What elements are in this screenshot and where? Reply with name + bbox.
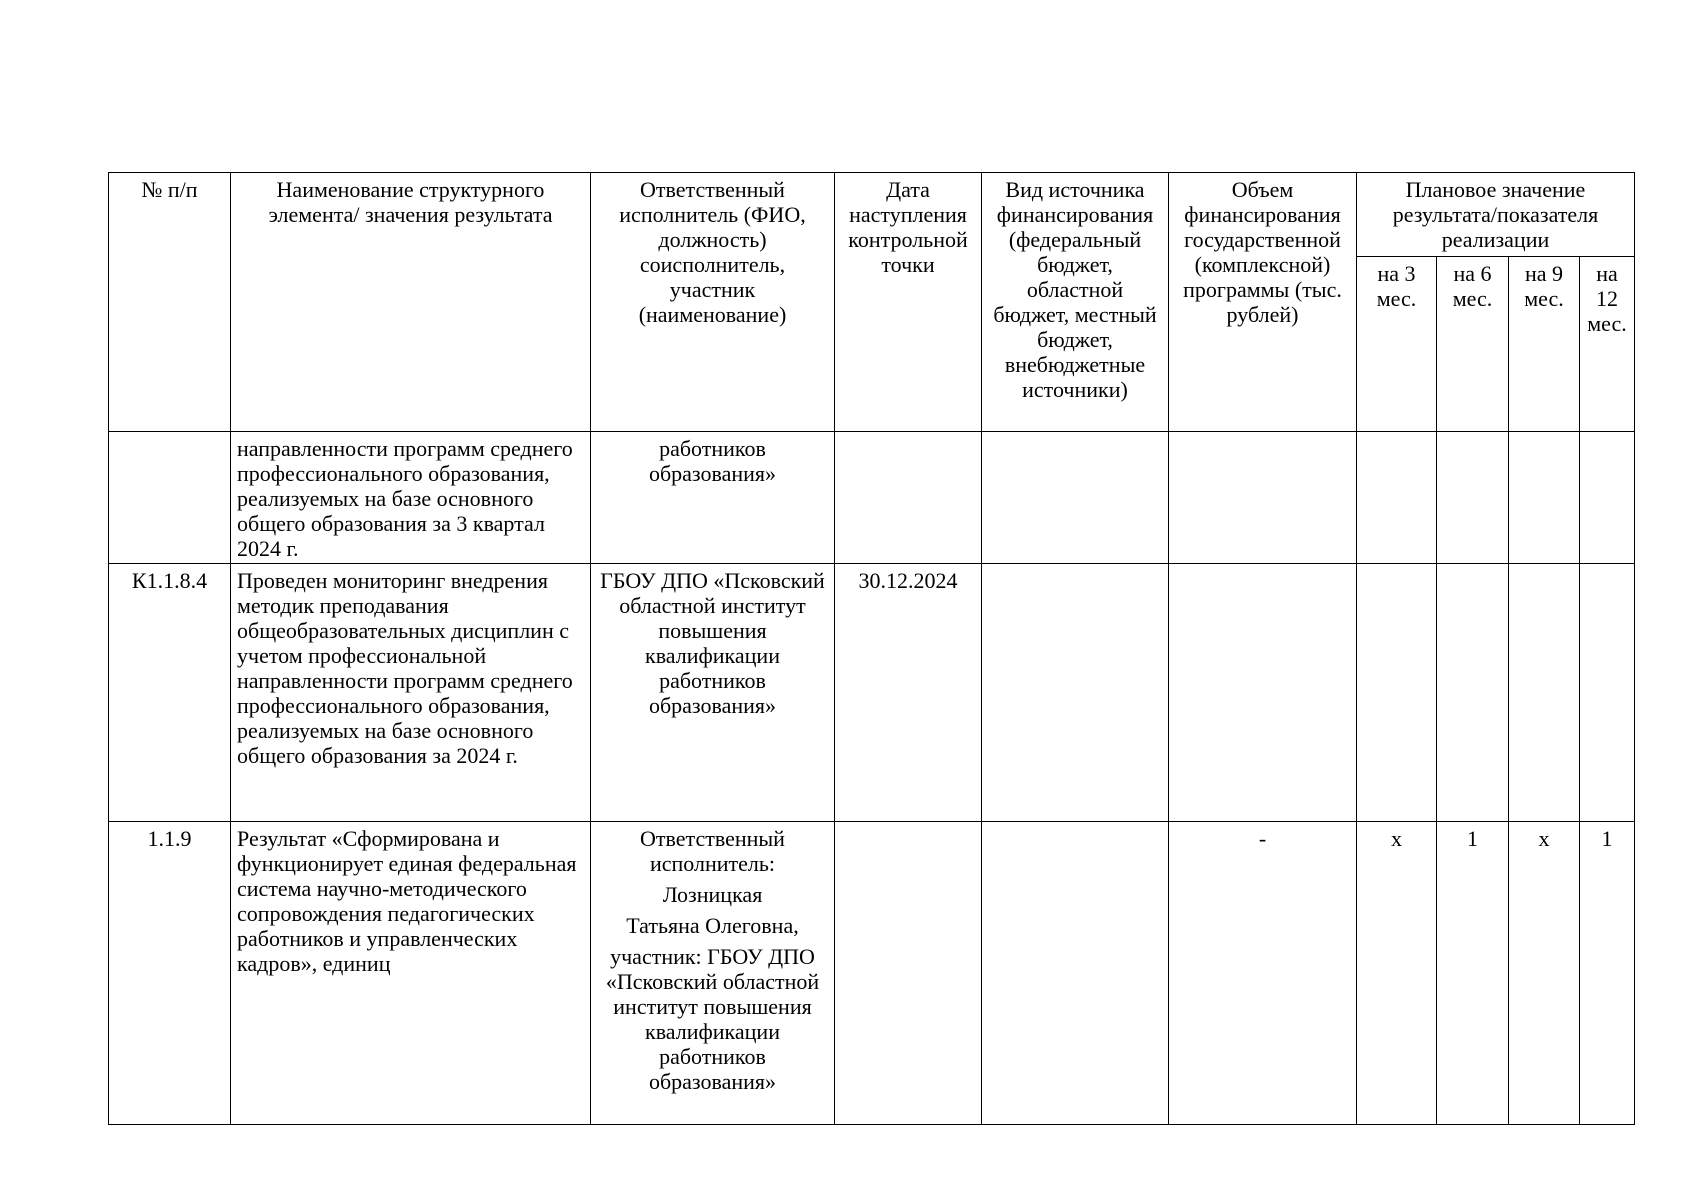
header-num: № п/п [109, 173, 231, 432]
header-month-9: на 9 мес. [1509, 257, 1580, 432]
header-volume: Объем финансирования государственной (комплексной) программы (тыс. рублей) [1169, 173, 1357, 432]
cell-month-12: 1 [1580, 822, 1635, 1125]
cell-month-9: х [1509, 822, 1580, 1125]
plan-table [108, 172, 1635, 1125]
cell-volume [1169, 564, 1357, 822]
header-source: Вид источника финансирования (федеральный бюджет, областной бюджет, местный бюджет, внебюджетные источники) [982, 173, 1169, 432]
header-plan: Плановое значение результата/показателя реализации [1357, 173, 1635, 257]
cell-source [982, 822, 1169, 1125]
cell-num: 1.1.9 [109, 822, 231, 1125]
cell-name: Результат «Сформирована и функционирует единая федеральная система научно-методического сопровождения педагогических работников и управленческих кадров», единиц [231, 822, 591, 1125]
header-date: Дата наступления контрольной точки [835, 173, 982, 432]
cell-month-12 [1580, 564, 1635, 822]
cell-source [982, 432, 1169, 564]
cell-name: направленности программ среднего профессионального образования, реализуемых на базе основного общего образования за 3 квартал 2024 г. [231, 432, 591, 564]
header-name: Наименование структурного элемента/ значения результата [231, 173, 591, 432]
cell-volume: - [1169, 822, 1357, 1125]
header-month-6: на 6 мес. [1437, 257, 1509, 432]
cell-month-6 [1437, 564, 1509, 822]
cell-num [109, 432, 231, 564]
table-row [109, 564, 1635, 822]
cell-month-3: х [1357, 822, 1437, 1125]
cell-month-12 [1580, 432, 1635, 564]
cell-responsible: работников образования» [591, 432, 835, 564]
header-responsible: Ответственный исполнитель (ФИО, должность) соисполнитель, участник (наименование) [591, 173, 835, 432]
table-row [109, 432, 1635, 564]
header-month-3: на 3 мес. [1357, 257, 1437, 432]
cell-date [835, 822, 982, 1125]
cell-month-3 [1357, 564, 1437, 822]
responsible-surname: Лозницкая [662, 882, 763, 907]
cell-date: 30.12.2024 [835, 564, 982, 822]
cell-num: К1.1.8.4 [109, 564, 231, 822]
header-month-12: на 12 мес. [1580, 257, 1635, 432]
cell-month-6 [1437, 432, 1509, 564]
table-row [109, 822, 1635, 1125]
cell-name: Проведен мониторинг внедрения методик преподавания общеобразовательных дисциплин с учетом профессиональной направленности программ среднего профессионального образования, реализуемых на базе основного общего образования за 2024 г. [231, 564, 591, 822]
responsible-given-name: Татьяна Олеговна, [626, 913, 799, 938]
cell-responsible [591, 822, 835, 1125]
cell-volume [1169, 432, 1357, 564]
responsible-role: Ответственный исполнитель: [640, 826, 785, 876]
cell-month-3 [1357, 432, 1437, 564]
cell-month-9 [1509, 564, 1580, 822]
cell-date [835, 432, 982, 564]
cell-month-9 [1509, 432, 1580, 564]
cell-source [982, 564, 1169, 822]
cell-month-6: 1 [1437, 822, 1509, 1125]
cell-responsible: ГБОУ ДПО «Псковский областной институт повышения квалификации работников образования» [591, 564, 835, 822]
responsible-participant: участник: ГБОУ ДПО «Псковский областной институт повышения квалификации работников образования» [605, 944, 820, 1094]
